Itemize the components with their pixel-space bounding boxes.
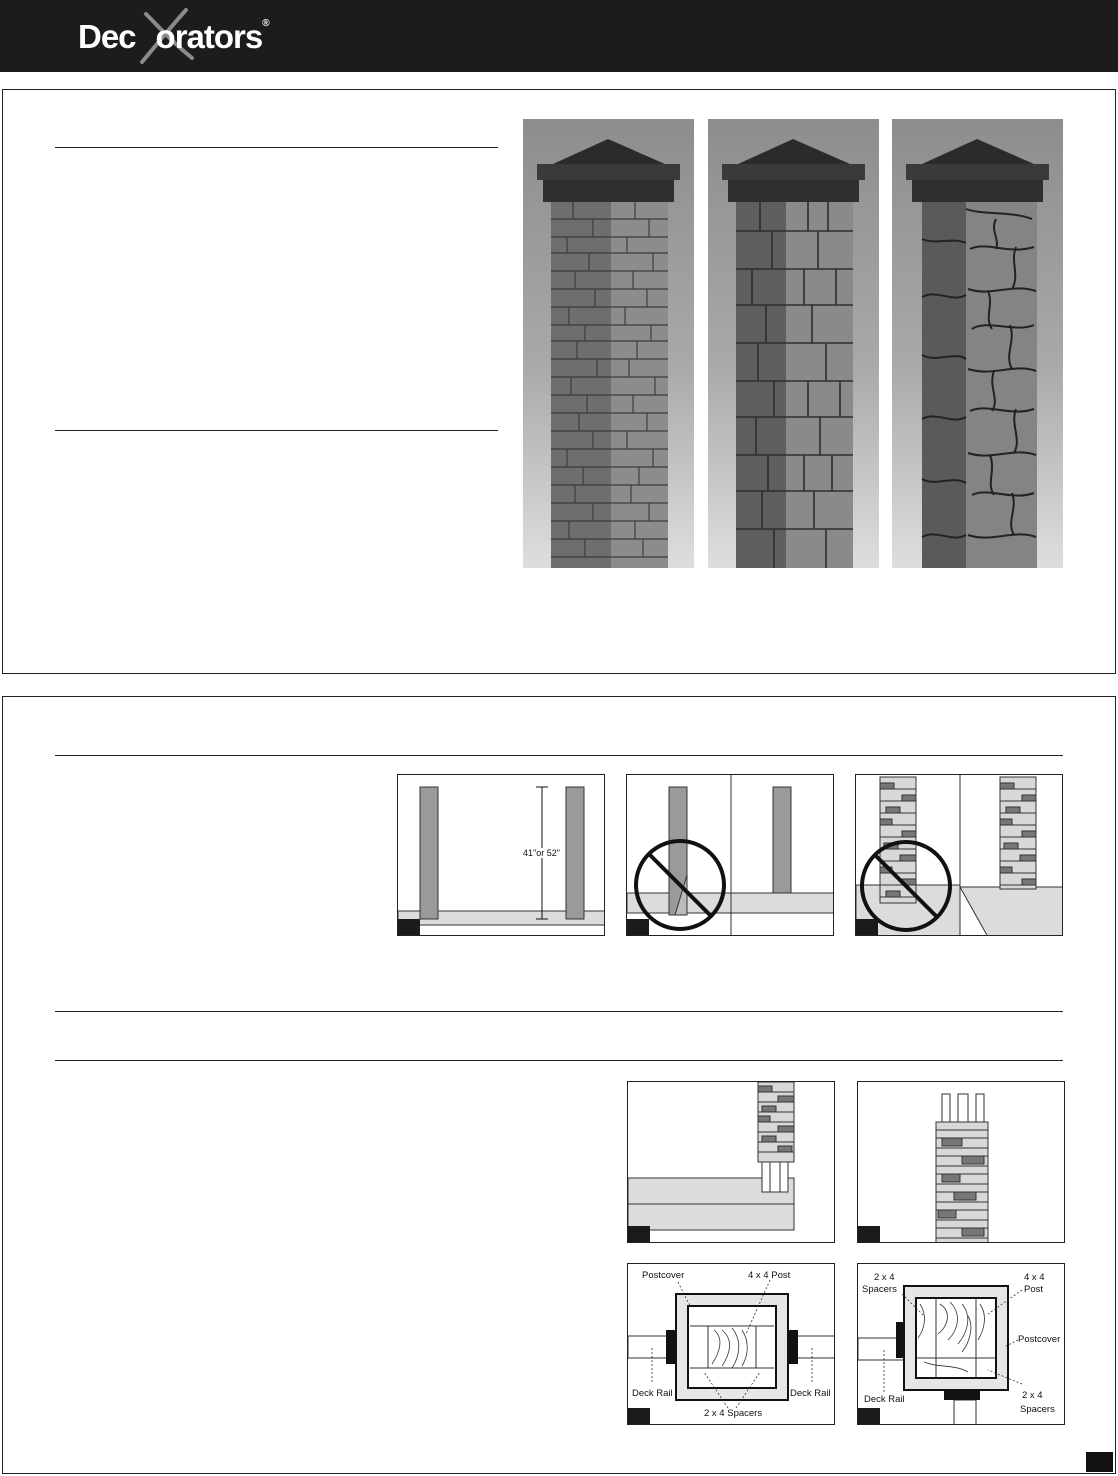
cobblestone-postcover-photo xyxy=(708,119,879,568)
top-view-corner-figure xyxy=(857,1263,1065,1425)
page-corner-tab xyxy=(1086,1452,1113,1472)
post-mount-figure xyxy=(626,774,834,936)
spacers-callout-line2: Spacers xyxy=(862,1284,897,1295)
section-rule xyxy=(55,147,498,148)
figure-number-tag xyxy=(628,1226,650,1242)
section-rule xyxy=(55,1060,1063,1061)
top-view-rails-figure xyxy=(627,1263,835,1425)
post-callout-line1: 4 x 4 xyxy=(1024,1272,1045,1283)
brand-wordmark xyxy=(78,18,270,56)
ledgestone-postcover-photo xyxy=(523,119,694,568)
postcover-installed-figure xyxy=(857,1081,1065,1243)
brand-logo xyxy=(72,8,312,64)
section-rule xyxy=(55,1011,1063,1012)
header-bar xyxy=(0,0,1118,72)
figure-number-tag xyxy=(627,919,649,935)
brand-name-part2: orators xyxy=(155,18,263,55)
registered-mark: ® xyxy=(262,18,270,29)
post-callout: 4 x 4 Post xyxy=(748,1270,791,1281)
figure-number-tag xyxy=(858,1226,880,1242)
figure-number-tag xyxy=(856,919,878,935)
postcover-callout: Postcover xyxy=(642,1270,685,1281)
post-callout-line2: Post xyxy=(1024,1284,1044,1295)
postcover-placement-figure xyxy=(855,774,1063,936)
section-rule xyxy=(55,430,498,431)
deck-rail-callout: Deck Rail xyxy=(864,1394,905,1405)
postcover-callout: Postcover xyxy=(1018,1334,1061,1345)
fieldstone-postcover-photo xyxy=(892,119,1063,568)
post-height-label: 41"or 52" xyxy=(523,848,560,858)
spacers2-callout-line1: 2 x 4 xyxy=(1022,1390,1043,1401)
figure-number-tag xyxy=(628,1408,650,1424)
brand-name-part1: Dec xyxy=(78,18,136,55)
postcover-slide-figure xyxy=(627,1081,835,1243)
spacers-callout-line1: 2 x 4 xyxy=(874,1272,895,1283)
deck-rail-left-callout: Deck Rail xyxy=(632,1388,673,1399)
spacers2-callout-line2: Spacers xyxy=(1020,1404,1055,1415)
figure-number-tag xyxy=(398,919,420,935)
section-rule xyxy=(55,755,1063,756)
spacers-callout: 2 x 4 Spacers xyxy=(704,1408,763,1419)
figure-number-tag xyxy=(858,1408,880,1424)
deck-rail-right-callout: Deck Rail xyxy=(790,1388,831,1399)
post-height-figure xyxy=(397,774,605,936)
